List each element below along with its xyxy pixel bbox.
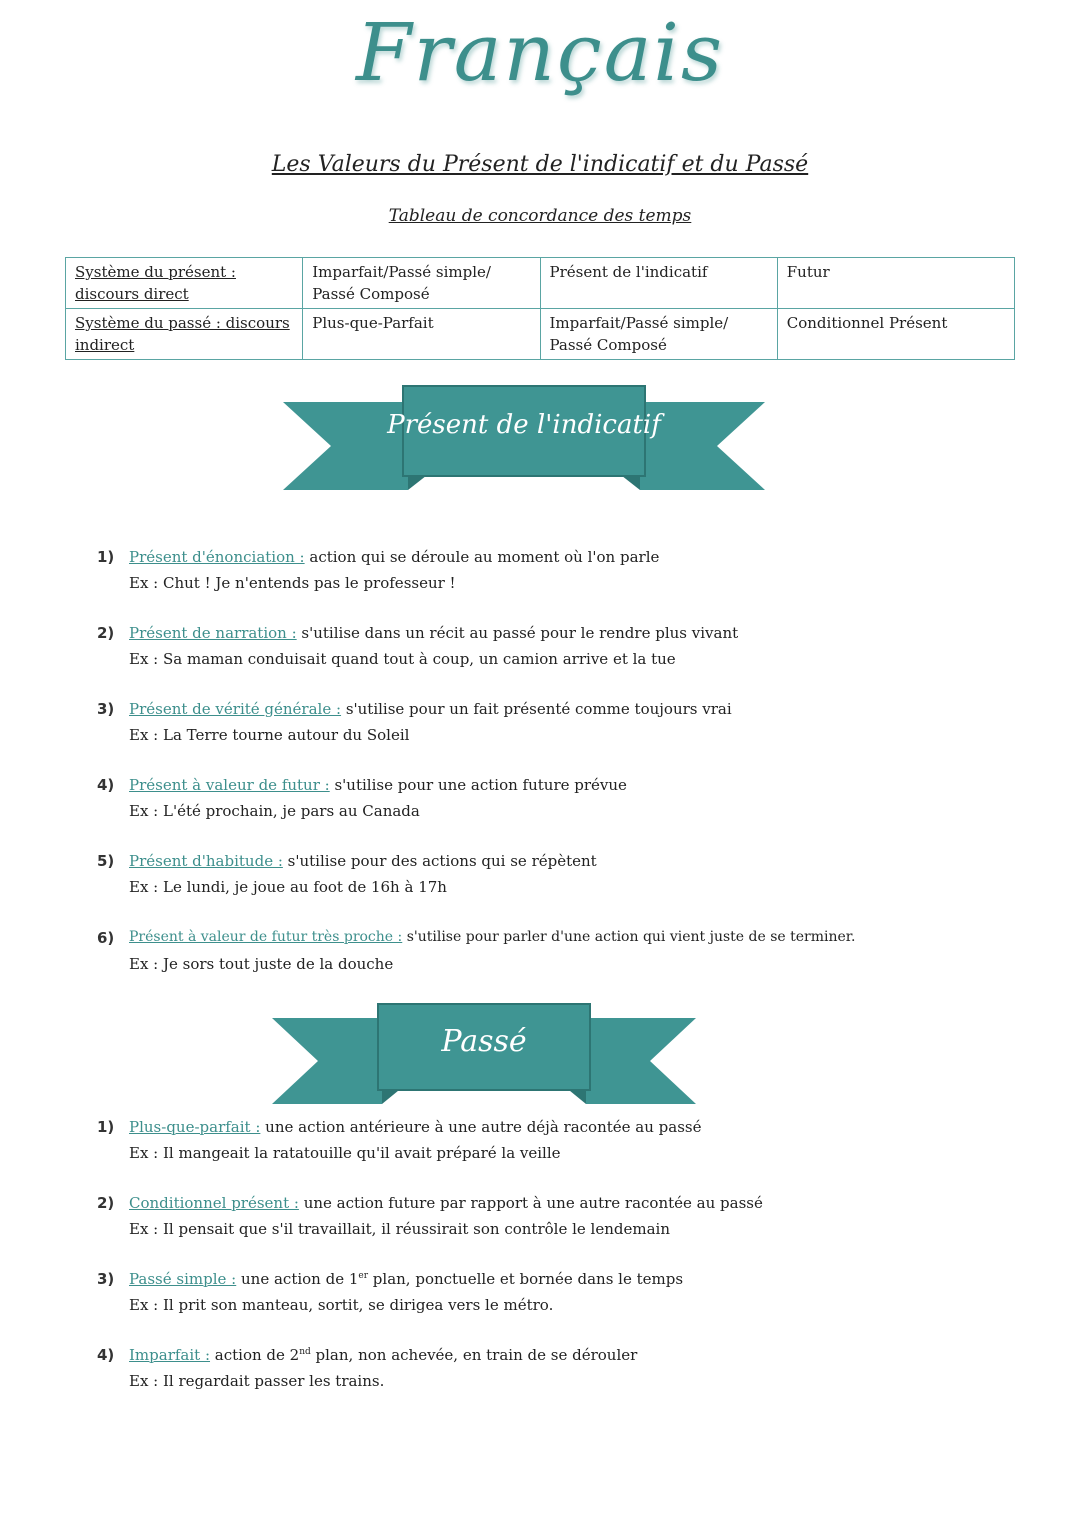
item-definition: une action de 1 xyxy=(236,1270,359,1288)
item-number: 2) xyxy=(97,1194,115,1212)
item-number: 5) xyxy=(97,852,115,870)
ordinal-suffix: er xyxy=(358,1271,369,1281)
passe-banner xyxy=(272,1002,696,1106)
banner-label: Présent de l'indicatif xyxy=(387,410,661,440)
system-cell: Système du présent : discours direct xyxy=(66,258,303,309)
item-definition: action de 2 xyxy=(210,1346,300,1364)
item-definition: une action future par rapport à une autre racontée au passé xyxy=(298,1194,763,1212)
item-number: 2) xyxy=(97,624,115,642)
item-example: Ex : La Terre tourne autour du Soleil xyxy=(129,726,410,744)
concordance-table xyxy=(65,257,1015,360)
item-term: Passé simple : xyxy=(129,1270,237,1288)
present-banner xyxy=(283,384,765,494)
item-term: Présent de vérité générale : xyxy=(129,700,342,718)
item-definition-rest: plan, ponctuelle et bornée dans le temps xyxy=(368,1270,684,1288)
page-subtitle: Les Valeurs du Présent de l'indicatif et du Passé xyxy=(271,152,809,177)
item-term: Présent d'énonciation : xyxy=(129,548,305,566)
tense-cell: Plus-que-Parfait xyxy=(303,309,540,360)
item-number: 4) xyxy=(97,776,115,794)
tense-cell: Imparfait/Passé simple/ Passé Composé xyxy=(303,258,540,309)
banner-label: Passé xyxy=(441,1024,527,1059)
item-term: Présent à valeur de futur très proche : xyxy=(129,929,403,945)
tense-cell: Futur xyxy=(777,258,1014,309)
item-definition: s'utilise pour un fait présenté comme toujours vrai xyxy=(341,700,732,718)
item-example: Ex : L'été prochain, je pars au Canada xyxy=(129,802,420,820)
item-number: 1) xyxy=(97,1118,115,1136)
item-term: Conditionnel présent : xyxy=(129,1194,299,1212)
item-definition: s'utilise dans un récit au passé pour le rendre plus vivant xyxy=(296,624,739,642)
item-definition-rest: plan, non achevée, en train de se dérouler xyxy=(310,1346,638,1364)
item-number: 3) xyxy=(97,1270,115,1288)
item-number: 3) xyxy=(97,700,115,718)
item-example: Ex : Sa maman conduisait quand tout à coup, un camion arrive et la tue xyxy=(129,650,676,668)
item-number: 1) xyxy=(97,548,115,566)
table-row xyxy=(66,258,1015,309)
item-definition: s'utilise pour parler d'une action qui vient juste de se terminer. xyxy=(402,929,856,945)
item-definition: une action antérieure à une autre déjà racontée au passé xyxy=(260,1118,702,1136)
item-term: Présent de narration : xyxy=(129,624,297,642)
table-title: Tableau de concordance des temps xyxy=(388,206,692,226)
item-term: Plus-que-parfait : xyxy=(129,1118,261,1136)
item-definition: s'utilise pour une action future prévue xyxy=(329,776,627,794)
tense-cell: Conditionnel Présent xyxy=(777,309,1014,360)
item-example: Ex : Il prit son manteau, sortit, se dirigea vers le métro. xyxy=(129,1296,554,1314)
item-definition: action qui se déroule au moment où l'on parle xyxy=(304,548,660,566)
item-definition: s'utilise pour des actions qui se répètent xyxy=(282,852,597,870)
table-row xyxy=(66,309,1015,360)
item-term: Imparfait : xyxy=(129,1346,211,1364)
item-example: Ex : Il mangeait la ratatouille qu'il avait préparé la veille xyxy=(129,1144,561,1162)
system-cell: Système du passé : discours indirect xyxy=(66,309,303,360)
item-number: 6) xyxy=(97,929,115,947)
item-term: Présent à valeur de futur : xyxy=(129,776,330,794)
ordinal-suffix: nd xyxy=(299,1347,311,1357)
item-example: Ex : Il regardait passer les trains. xyxy=(129,1372,385,1390)
item-example: Ex : Chut ! Je n'entends pas le professeur ! xyxy=(129,574,456,592)
tense-cell: Imparfait/Passé simple/ Passé Composé xyxy=(540,309,777,360)
page-title: Français xyxy=(355,6,725,99)
item-example: Ex : Il pensait que s'il travaillait, il réussirait son contrôle le lendemain xyxy=(129,1220,670,1238)
item-example: Ex : Le lundi, je joue au foot de 16h à 17h xyxy=(129,878,447,896)
item-example: Ex : Je sors tout juste de la douche xyxy=(129,955,394,973)
item-number: 4) xyxy=(97,1346,115,1364)
item-term: Présent d'habitude : xyxy=(129,852,283,870)
tense-cell: Présent de l'indicatif xyxy=(540,258,777,309)
